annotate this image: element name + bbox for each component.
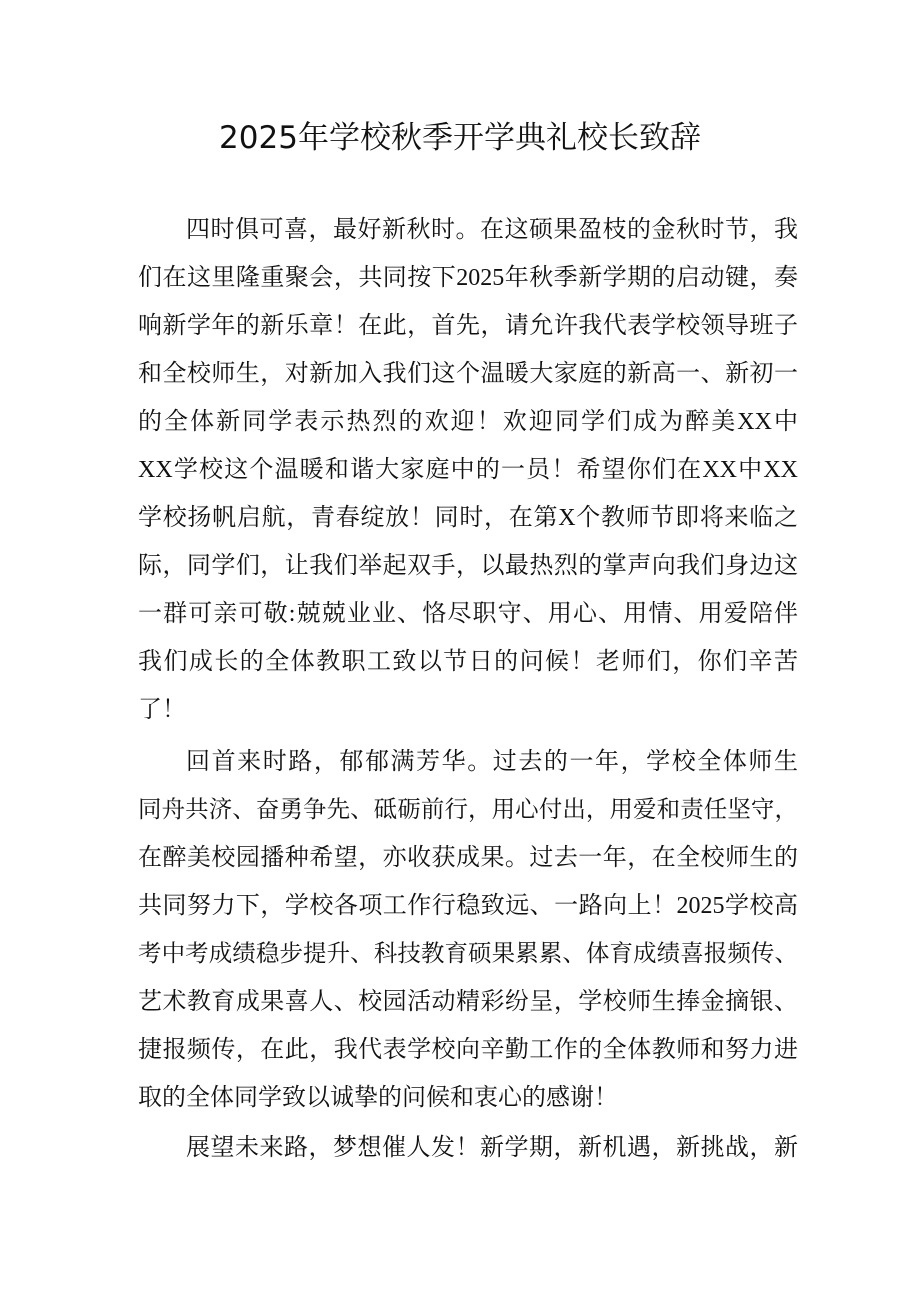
paragraph-1-line-6: XX学校这个温暖和谐大家庭中的一员！希望你们在XX中XX (138, 457, 798, 483)
paragraph-1-line-5: 的全体新同学表示热烈的欢迎！欢迎同学们成为醉美XX中 (138, 409, 798, 435)
paragraph-2-line-5: 考中考成绩稳步提升、科技教育硕果累累、体育成绩喜报频传、 (138, 941, 798, 967)
paragraph-1-line-11: 了！ (138, 697, 186, 723)
paragraph-1-line-10: 我们成长的全体教职工致以节日的问候！老师们，你们辛苦 (138, 649, 798, 675)
paragraph-1-line-7: 学校扬帆启航，青春绽放！同时，在第X个教师节即将来临之 (138, 505, 798, 531)
paragraph-2-line-7: 捷报频传，在此，我代表学校向辛勤工作的全体教师和努力进 (138, 1037, 798, 1063)
paragraph-1-line-4: 和全校师生，对新加入我们这个温暖大家庭的新高一、新初一 (138, 361, 798, 387)
paragraph-1-line-3: 响新学年的新乐章！在此，首先，请允许我代表学校领导班子 (138, 313, 798, 339)
paragraph-2-line-8: 取的全体同学致以诚挚的问候和衷心的感谢！ (138, 1085, 618, 1111)
paragraph-2-line-2: 同舟共济、奋勇争先、砥砺前行，用心付出，用爱和责任坚守， (138, 797, 798, 823)
paragraph-2-line-3: 在醉美校园播种希望，亦收获成果。过去一年，在全校师生的 (138, 845, 798, 871)
paragraph-3-line-1: 展望未来路，梦想催人发！新学期，新机遇，新挑战，新 (186, 1135, 798, 1161)
paragraph-1-line-1: 四时俱可喜，最好新秋时。在这硕果盈枝的金秋时节，我 (186, 217, 798, 243)
paragraph-1-line-2: 们在这里隆重聚会，共同按下2025年秋季新学期的启动键，奏 (138, 265, 798, 291)
document-title: 2025年学校秋季开学典礼校长致辞 (219, 120, 701, 156)
paragraph-2-line-4: 共同努力下，学校各项工作行稳致远、一路向上！2025学校高 (138, 893, 798, 919)
paragraph-2-line-1: 回首来时路，郁郁满芳华。过去的一年，学校全体师生 (186, 749, 798, 775)
paragraph-1-line-8: 际，同学们，让我们举起双手，以最热烈的掌声向我们身边这 (138, 553, 798, 579)
paragraph-2-line-6: 艺术教育成果喜人、校园活动精彩纷呈，学校师生捧金摘银、 (138, 989, 798, 1015)
paragraph-1-line-9: 一群可亲可敬:兢兢业业、恪尽职守、用心、用情、用爱陪伴 (138, 601, 798, 627)
